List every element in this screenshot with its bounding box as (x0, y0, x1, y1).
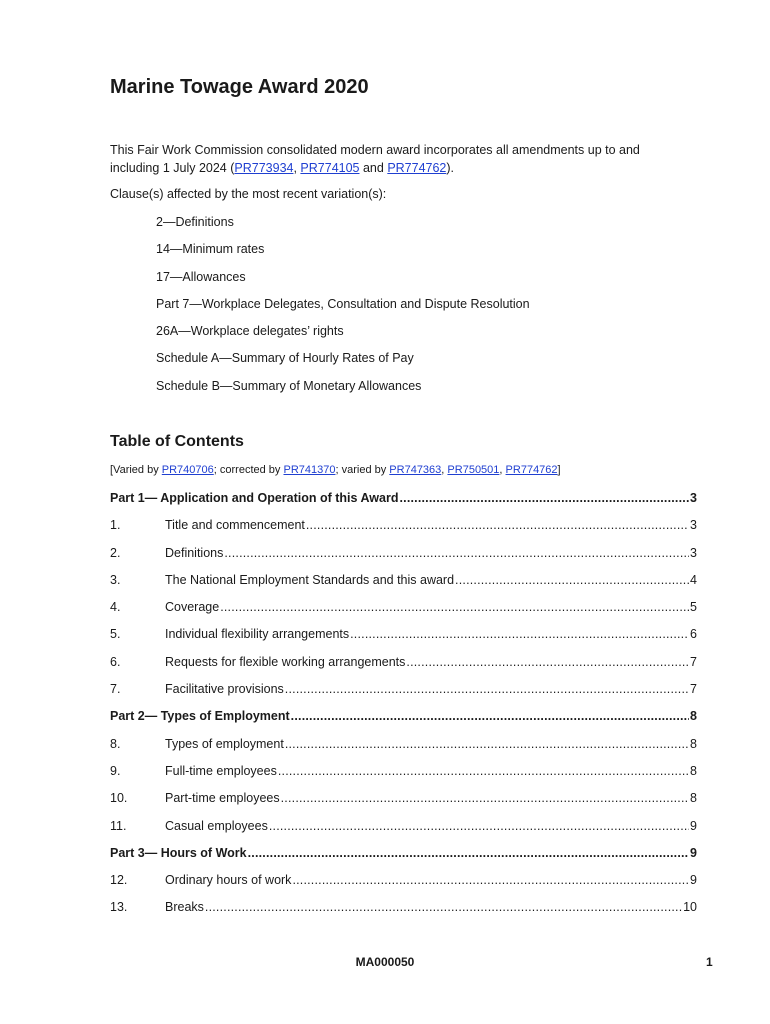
toc-entry-page: 4 (690, 572, 697, 587)
toc-entry-label: Breaks (165, 900, 204, 915)
toc-dot-leader (455, 572, 689, 588)
toc-entry-number: 8. (110, 736, 121, 751)
toc-dot-leader (278, 763, 689, 779)
toc-dot-leader (399, 490, 689, 506)
toc-dot-leader (285, 681, 689, 697)
toc-entry-label: Part-time employees (165, 791, 280, 806)
toc-entry-page: 9 (690, 818, 697, 833)
toc-entry-page: 9 (690, 873, 697, 888)
toc-entry-page: 5 (690, 600, 697, 615)
toc-heading: Table of Contents (110, 433, 244, 450)
toc-dot-leader (269, 818, 689, 834)
toc-entry-page: 8 (690, 736, 697, 751)
toc-entry-number: 11. (110, 818, 127, 833)
amendment-link-2[interactable]: PR774105 (300, 161, 360, 175)
intro-paragraph (110, 141, 690, 177)
toc-dot-leader (292, 872, 689, 888)
toc-entry-number: 10. (110, 791, 128, 806)
variation-text: ; varied by (335, 464, 390, 476)
variation-link-1[interactable]: PR740706 (161, 464, 214, 476)
toc-entry-label: Title and commencement (165, 518, 305, 533)
toc-entry-number: 2. (110, 545, 121, 560)
toc-clause-entry[interactable] (110, 681, 697, 708)
footer-page-number: 1 (706, 955, 713, 969)
toc-variation-note (110, 464, 561, 476)
affected-clause-item: Part 7—Workplace Delegates, Consultation and Dispute Resolution (156, 296, 530, 311)
intro-separator: , (293, 161, 301, 175)
toc-entry-number: 13. (110, 900, 128, 915)
toc-entry-label: Full-time employees (165, 763, 277, 778)
toc-entry-number: 6. (110, 654, 121, 669)
affected-clause-item: 14—Minimum rates (156, 242, 265, 257)
toc-dot-leader (406, 654, 689, 670)
toc-entry-page: 8 (690, 763, 697, 778)
toc-entry-page: 10 (683, 900, 697, 915)
toc-entry-page: 8 (690, 791, 697, 806)
variation-link-5[interactable]: PR774762 (505, 464, 558, 476)
toc-dot-leader (291, 708, 689, 724)
variation-text: ] (557, 464, 561, 476)
toc-entry-label: Casual employees (165, 818, 268, 833)
toc-entry-number: 9. (110, 763, 121, 778)
toc-clause-entry[interactable] (110, 818, 697, 845)
variation-link-2[interactable]: PR741370 (283, 464, 336, 476)
variation-link-4[interactable]: PR750501 (447, 464, 500, 476)
variation-text: [Varied by (110, 464, 162, 476)
variation-link-3[interactable]: PR747363 (389, 464, 442, 476)
toc-dot-leader (248, 845, 689, 861)
affected-clause-item: 2—Definitions (156, 215, 234, 229)
toc-clause-entry[interactable] (110, 790, 697, 817)
toc-entry-page: 9 (690, 845, 697, 860)
toc-dot-leader (224, 545, 689, 561)
intro-separator: and (359, 161, 388, 175)
toc-part-entry[interactable] (110, 708, 697, 735)
affected-clauses-list (156, 214, 530, 405)
toc-entry-label: Types of employment (165, 736, 284, 751)
affected-clause-item: 17—Allowances (156, 269, 246, 284)
toc-clause-entry[interactable] (110, 872, 697, 899)
toc-entry-page: 3 (690, 491, 697, 505)
toc-entry-number: 7. (110, 682, 121, 697)
intro-text: This Fair Work Commission consolidated modern award incorporates all amendments up to and including 1 July 2024 ( (110, 143, 640, 175)
toc-clause-entry[interactable] (110, 572, 697, 599)
toc-part-entry[interactable] (110, 845, 697, 872)
toc-entry-number: 5. (110, 627, 121, 642)
toc-entry-label: Requests for flexible working arrangements (165, 654, 406, 669)
affected-clause-item: 26A—Workplace delegates’ rights (156, 324, 344, 339)
amendment-link-3[interactable]: PR774762 (387, 161, 447, 175)
toc-entry-number: 3. (110, 572, 121, 587)
affected-clause-item: Schedule B—Summary of Monetary Allowances (156, 378, 422, 393)
table-of-contents (110, 490, 697, 927)
intro-end: ). (446, 161, 455, 175)
toc-entry-label: Coverage (165, 600, 220, 615)
toc-entry-label: Ordinary hours of work (165, 873, 292, 888)
toc-dot-leader (220, 599, 689, 615)
toc-dot-leader (285, 736, 689, 752)
document-title: Marine Towage Award 2020 (110, 76, 369, 98)
toc-dot-leader (350, 626, 689, 642)
toc-part-entry[interactable] (110, 490, 697, 517)
toc-entry-label: Part 3— Hours of Work (110, 845, 247, 860)
toc-dot-leader (281, 790, 689, 806)
toc-clause-entry[interactable] (110, 517, 697, 544)
affected-clause-item: Schedule A—Summary of Hourly Rates of Pay (156, 351, 414, 366)
toc-entry-label: Facilitative provisions (165, 682, 284, 697)
toc-dot-leader (306, 517, 689, 533)
footer-award-code: MA000050 (355, 955, 415, 969)
toc-entry-page: 3 (690, 518, 697, 533)
toc-entry-page: 7 (690, 654, 697, 669)
toc-entry-number: 12. (110, 873, 128, 888)
toc-clause-entry[interactable] (110, 545, 697, 572)
affected-clauses-label: Clause(s) affected by the most recent variation(s): (110, 187, 387, 201)
toc-entry-page: 7 (690, 682, 697, 697)
toc-clause-entry[interactable] (110, 736, 697, 763)
toc-entry-page: 6 (690, 627, 697, 642)
toc-entry-label: Definitions (165, 545, 224, 560)
toc-entry-label: Individual flexibility arrangements (165, 627, 350, 642)
toc-clause-entry[interactable] (110, 654, 697, 681)
toc-dot-leader (205, 899, 682, 915)
toc-entry-page: 8 (690, 709, 697, 724)
toc-entry-label: Part 2— Types of Employment (110, 709, 290, 724)
toc-clause-entry[interactable] (110, 599, 697, 626)
toc-clause-entry[interactable] (110, 899, 697, 926)
toc-clause-entry[interactable] (110, 763, 697, 790)
toc-entry-label: The National Employment Standards and this award (165, 572, 455, 587)
amendment-link-1[interactable]: PR773934 (234, 161, 294, 175)
toc-entry-number: 4. (110, 600, 121, 615)
toc-entry-label: Part 1— Application and Operation of this Award (110, 491, 399, 505)
toc-clause-entry[interactable] (110, 626, 697, 653)
variation-text: , (499, 464, 506, 476)
toc-entry-number: 1. (110, 518, 121, 533)
toc-entry-page: 3 (690, 545, 697, 560)
variation-text: ; corrected by (213, 464, 284, 476)
variation-text: , (441, 464, 448, 476)
